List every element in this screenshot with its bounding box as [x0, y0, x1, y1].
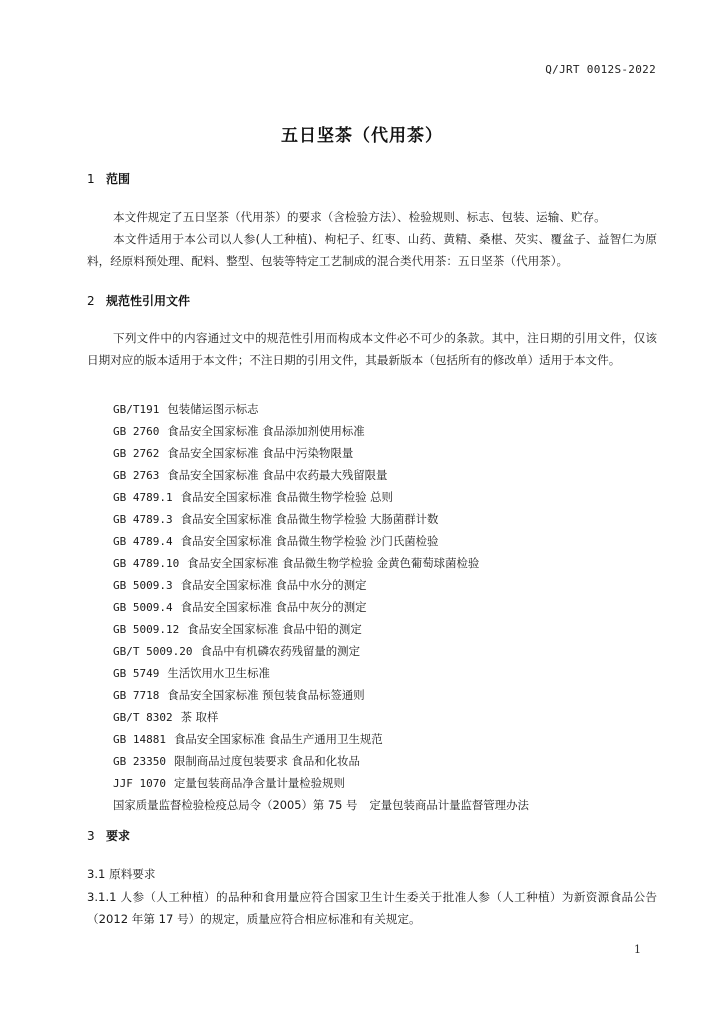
- reference-code: GB 5009.4: [113, 601, 173, 614]
- scope-paragraph-1: 本文件规定了五日坚茶（代用茶）的要求（含检验方法）、检验规则、标志、包装、运输、贮存。: [113, 210, 606, 224]
- section-1-number: 1: [87, 172, 95, 186]
- subsection-3-1-1-paragraph: 3.1.1 人参（人工种植）的品种和食用量应符合国家卫生计生委关于批准人参（人工种植）为新资源食品公告（2012 年第 17 号）的规定，质量应符合相应标准和有关规定。: [87, 890, 657, 926]
- section-3-number: 3: [87, 829, 95, 843]
- subsection-3-1-heading: 3.1 原料要求: [87, 867, 156, 881]
- reference-title: 食品中有机磷农药残留量的测定: [200, 644, 360, 658]
- reference-title: 定量包装商品净含量计量检验规则: [173, 776, 345, 790]
- reference-item: [113, 662, 529, 684]
- reference-item: [113, 442, 529, 464]
- reference-title: 食品安全国家标准 食品微生物学检验 总则: [180, 490, 393, 504]
- section-2-title: 规范性引用文件: [106, 294, 191, 308]
- reference-code: GB 2760: [113, 425, 160, 438]
- reference-title: 食品安全国家标准 食品中水分的测定: [180, 578, 367, 592]
- reference-item: [113, 464, 529, 486]
- reference-item: [113, 398, 529, 420]
- section-2-heading: [87, 292, 190, 309]
- reference-code: GB 2763: [113, 469, 160, 482]
- reference-item: [113, 596, 529, 618]
- reference-item: [113, 420, 529, 442]
- reference-code: GB/T 5009.20: [113, 645, 193, 658]
- reference-title: 包装储运图示标志: [167, 402, 259, 416]
- reference-title: 食品安全国家标准 食品添加剂使用标准: [167, 424, 365, 438]
- section-1-heading: [87, 170, 130, 187]
- reference-title: 食品安全国家标准 食品微生物学检验 沙门氏菌检验: [180, 534, 439, 548]
- reference-code: GB 5749: [113, 667, 160, 680]
- reference-item: [113, 618, 529, 640]
- reference-code: GB 5009.12: [113, 623, 180, 636]
- normative-intro: 下列文件中的内容通过文中的规范性引用而构成本文件必不可少的条款。其中，注日期的引用文件，仅该日期对应的版本适用于本文件；不注日期的引用文件，其最新版本（包括所有的修改单）适用于本文件。: [87, 331, 657, 367]
- reference-code: GB 4789.10: [113, 557, 180, 570]
- reference-title: 食品安全国家标准 食品生产通用卫生规范: [173, 732, 383, 746]
- reference-title: 食品安全国家标准 食品中污染物限量: [167, 446, 354, 460]
- reference-title: 食品安全国家标准 预包装食品标签通则: [167, 688, 365, 702]
- reference-code: GB 5009.3: [113, 579, 173, 592]
- reference-item: [113, 684, 529, 706]
- reference-title: 茶 取样: [180, 710, 219, 724]
- reference-item: [113, 508, 529, 530]
- reference-code: GB 2762: [113, 447, 160, 460]
- reference-code: GB/T191: [113, 403, 160, 416]
- reference-code: GB 4789.3: [113, 513, 173, 526]
- reference-item: [113, 750, 529, 772]
- standard-code: Q/JRT 0012S-2022: [545, 63, 656, 76]
- reference-title: 限制商品过度包装要求 食品和化妆品: [173, 754, 360, 768]
- reference-code: JJF 1070: [113, 777, 166, 790]
- reference-item: [113, 706, 529, 728]
- reference-item: [113, 574, 529, 596]
- section-3-title: 要求: [106, 829, 131, 843]
- reference-title: 食品安全国家标准 食品中铅的测定: [187, 622, 362, 636]
- reference-title: 食品安全国家标准 食品微生物学检验 大肠菌群计数: [180, 512, 439, 526]
- scope-paragraph-2: 本文件适用于本公司以人参(人工种植)、枸杞子、红枣、山药、黄精、桑椹、芡实、覆盆子、益智仁为原料，经原料预处理、配料、整型、包装等特定工艺制成的混合类代用茶：五日坚茶（代用茶）。: [87, 232, 657, 268]
- section-1-title: 范围: [106, 172, 131, 186]
- document-title: 五日坚茶（代用茶）: [281, 126, 443, 146]
- reference-title: 生活饮用水卫生标准: [167, 666, 270, 680]
- reference-item: [113, 530, 529, 552]
- page-number: 1: [634, 943, 641, 956]
- reference-code: GB/T 8302: [113, 711, 173, 724]
- reference-code: GB 7718: [113, 689, 160, 702]
- section-3-heading: [87, 827, 130, 844]
- reference-item: [113, 552, 529, 574]
- section-2-number: 2: [87, 294, 95, 308]
- reference-code: 国家质量监督检验检疫总局令（2005）第 75 号: [113, 798, 358, 812]
- reference-item: [113, 486, 529, 508]
- reference-item: [113, 772, 529, 794]
- reference-item: [113, 640, 529, 662]
- reference-item: [113, 728, 529, 750]
- reference-list: [113, 398, 529, 816]
- reference-title: 食品安全国家标准 食品中灰分的测定: [180, 600, 367, 614]
- reference-title: 食品安全国家标准 食品中农药最大残留限量: [167, 468, 388, 482]
- reference-item: [113, 794, 529, 816]
- reference-code: GB 4789.4: [113, 535, 173, 548]
- reference-title: 定量包装商品计量监督管理办法: [369, 798, 529, 812]
- reference-code: GB 14881: [113, 733, 166, 746]
- reference-title: 食品安全国家标准 食品微生物学检验 金黄色葡萄球菌检验: [187, 556, 480, 570]
- reference-code: GB 23350: [113, 755, 166, 768]
- reference-code: GB 4789.1: [113, 491, 173, 504]
